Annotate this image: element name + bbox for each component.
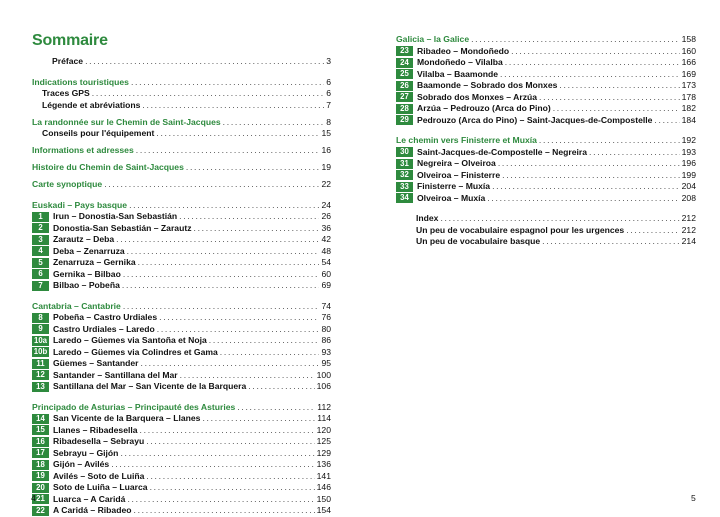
entry-page-number: 178: [681, 91, 696, 102]
dot-leader: [123, 269, 320, 281]
stage-number-badge: 23: [396, 46, 413, 56]
stage-entry[interactable]: [32, 459, 331, 471]
stage-entry[interactable]: [32, 223, 331, 235]
entry-title: Soto de Luiña – Luarca: [53, 482, 148, 492]
entry-title: Negreira – Olveiroa: [417, 158, 496, 168]
dot-leader: [127, 246, 320, 258]
stage-entry[interactable]: [32, 234, 331, 246]
dot-leader: [150, 482, 315, 494]
section-heading-entry[interactable]: [396, 34, 696, 46]
dot-leader: [505, 57, 680, 69]
group-spacer: [396, 204, 696, 213]
stage-number-badge: 28: [396, 104, 413, 114]
entry-page-number: 208: [681, 192, 696, 203]
toc-entry[interactable]: [32, 100, 331, 112]
stage-number-badge: 13: [32, 382, 49, 392]
dot-leader: [123, 301, 320, 313]
stage-number-badge: 17: [32, 448, 49, 458]
section-heading-entry[interactable]: [396, 135, 696, 147]
entry-title: Histoire du Chemin de Saint-Jacques: [32, 162, 184, 172]
entry-title: Laredo – Güemes via Colindres et Gama: [53, 346, 218, 357]
entry-page-number: 136: [316, 459, 331, 469]
right-page: [360, 0, 720, 512]
entry-page-number: 76: [321, 312, 331, 322]
entry-title: La randonnée sur le Chemin de Saint-Jacques: [32, 116, 221, 127]
stage-entry[interactable]: [32, 257, 331, 269]
dot-leader: [138, 257, 320, 269]
entry-title: Sobrado dos Monxes – Arzúa: [417, 91, 538, 102]
entry-page-number: 150: [316, 493, 331, 504]
stage-number-badge: 34: [396, 193, 413, 203]
section-heading-entry[interactable]: [32, 402, 331, 414]
entry-page-number: 19: [321, 162, 331, 172]
entry-title: Un peu de vocabulaire basque: [416, 236, 541, 246]
entry-title: Baamonde – Sobrado dos Monxes: [417, 80, 558, 90]
entry-title: Le chemin vers Finisterre et Muxía: [396, 135, 537, 145]
dot-leader: [92, 88, 324, 100]
stage-entry[interactable]: [396, 80, 696, 92]
entry-title: Olveiroa – Muxía: [417, 192, 486, 203]
stage-entry[interactable]: [396, 170, 696, 182]
entry-title: Pobeña – Castro Urdiales: [53, 312, 158, 322]
toc-entry[interactable]: [32, 56, 331, 68]
dot-leader: [127, 494, 314, 506]
stage-entry[interactable]: [32, 358, 331, 370]
entry-title: Carte synoptique: [32, 179, 103, 189]
entry-page-number: 114: [317, 413, 331, 423]
stage-number-badge: 31: [396, 159, 413, 169]
stage-number-badge: 27: [396, 92, 413, 102]
section-heading-entry[interactable]: [32, 145, 331, 157]
stage-number-badge: 30: [396, 147, 413, 157]
stage-entry[interactable]: [32, 246, 331, 258]
dot-leader: [502, 170, 680, 182]
stage-entry[interactable]: [32, 413, 331, 425]
entry-page-number: 74: [321, 300, 331, 311]
entry-title: Gijón – Avilés: [53, 459, 110, 469]
entry-page-number: 129: [316, 447, 331, 458]
group-spacer: [396, 126, 696, 135]
stage-number-badge: 18: [32, 460, 49, 470]
stage-entry[interactable]: [396, 115, 696, 127]
entry-title: Olveiroa – Finisterre: [417, 169, 501, 180]
entry-title: Conseils pour l'équipement: [42, 128, 155, 138]
stage-number-badge: 21: [32, 494, 49, 504]
toc-entry[interactable]: [396, 225, 696, 237]
stage-entry[interactable]: [396, 181, 696, 193]
dot-leader: [542, 236, 679, 248]
dot-leader: [116, 234, 319, 246]
entry-page-number: 169: [681, 68, 696, 79]
entry-title: Avilés – Soto de Luiña: [53, 470, 145, 481]
dot-leader: [120, 448, 314, 460]
dot-leader: [159, 312, 319, 324]
dot-leader: [129, 200, 319, 212]
dot-leader: [157, 324, 320, 336]
dot-leader: [487, 193, 679, 205]
entry-page-number: 100: [316, 369, 331, 380]
dot-leader: [440, 213, 679, 225]
stage-number-badge: 22: [32, 506, 49, 516]
stage-number-badge: 4: [32, 246, 49, 256]
entry-title: Arzúa – Pedrouzo (Arca do Pino): [417, 103, 551, 113]
stage-number-badge: 6: [32, 269, 49, 279]
entry-title: Indications touristiques: [32, 76, 129, 87]
dot-leader: [589, 147, 680, 159]
dot-leader: [131, 77, 324, 89]
entry-page-number: 24: [321, 199, 331, 210]
dot-leader: [186, 162, 320, 174]
entry-page-number: 7: [326, 99, 331, 110]
page-number-left: 4: [31, 493, 36, 503]
stage-number-badge: 5: [32, 258, 49, 268]
stage-number-badge: 24: [396, 58, 413, 68]
dot-leader: [202, 413, 315, 425]
stage-number-badge: 19: [32, 471, 49, 481]
stage-entry[interactable]: [32, 370, 331, 382]
dot-leader: [248, 381, 314, 393]
entry-title: Donostia-San Sebastián – Zarautz: [53, 222, 192, 233]
dot-leader: [194, 223, 320, 235]
stage-entry[interactable]: [32, 335, 331, 347]
stage-entry[interactable]: [32, 482, 331, 494]
entry-page-number: 154: [316, 505, 331, 515]
entry-title: Deba – Zenarruza: [53, 245, 125, 256]
dot-leader: [511, 46, 680, 58]
stage-entry[interactable]: [396, 103, 696, 115]
entry-title: Un peu de vocabulaire espagnol pour les urgences: [416, 224, 625, 235]
entry-title: Sebrayu – Gijón: [53, 447, 119, 458]
entry-page-number: 69: [321, 280, 331, 290]
dot-leader: [136, 145, 320, 157]
stage-number-badge: 14: [32, 414, 49, 424]
dot-leader: [492, 181, 680, 193]
dot-leader: [180, 370, 315, 382]
entry-page-number: 36: [321, 222, 331, 233]
stage-entry[interactable]: [32, 324, 331, 336]
stage-number-badge: 25: [396, 69, 413, 79]
stage-number-badge: 15: [32, 425, 49, 435]
entry-page-number: 182: [681, 103, 696, 113]
entry-page-number: 214: [681, 236, 696, 246]
entry-page-number: 95: [321, 358, 331, 368]
section-heading-entry[interactable]: [32, 301, 331, 313]
entry-title: Préface: [52, 56, 84, 66]
dot-leader: [146, 436, 314, 448]
entry-title: Santillana del Mar – San Vicente de la Barquera: [53, 381, 247, 391]
stage-number-badge: 32: [396, 170, 413, 180]
stage-entry[interactable]: [32, 425, 331, 437]
entry-title: Llanes – Ribadesella: [53, 424, 138, 435]
stage-entry[interactable]: [396, 69, 696, 81]
entry-title: A Caridá – Ribadeo: [53, 505, 132, 515]
entry-page-number: 22: [321, 179, 331, 189]
stage-number-badge: 8: [32, 313, 49, 323]
stage-entry[interactable]: [32, 505, 331, 517]
entry-title: Ribadeo – Mondoñedo: [417, 45, 510, 56]
dot-leader: [559, 80, 679, 92]
dot-leader: [209, 335, 320, 347]
stage-entry[interactable]: [32, 312, 331, 324]
dot-leader: [500, 69, 680, 81]
stage-number-badge: 16: [32, 437, 49, 447]
entry-title: Vilalba – Baamonde: [417, 68, 499, 79]
dot-leader: [111, 459, 314, 471]
stage-entry[interactable]: [396, 46, 696, 58]
stage-entry[interactable]: [396, 57, 696, 69]
entry-title: Ribadesella – Sebrayu: [53, 436, 145, 446]
dot-leader: [156, 128, 319, 140]
stage-number-badge: 2: [32, 223, 49, 233]
stage-entry[interactable]: [32, 347, 331, 359]
group-spacer: [32, 191, 331, 200]
entry-page-number: 160: [681, 45, 696, 56]
entry-title: San Vicente de la Barquera – Llanes: [53, 413, 201, 423]
dot-leader: [85, 56, 324, 68]
entry-page-number: 204: [681, 181, 696, 191]
entry-page-number: 120: [316, 424, 331, 435]
entry-page-number: 196: [681, 158, 696, 168]
dot-leader: [539, 92, 680, 104]
stage-number-badge: 12: [32, 370, 49, 380]
dot-leader: [498, 158, 680, 170]
dot-leader: [179, 211, 319, 223]
stage-number-badge: 20: [32, 483, 49, 493]
stage-number-badge: 11: [32, 359, 49, 369]
entry-page-number: 212: [681, 213, 696, 223]
toc-entry[interactable]: [32, 128, 331, 140]
section-heading-entry[interactable]: [32, 117, 331, 129]
entry-title: Santander – Santillana del Mar: [53, 369, 178, 380]
entry-page-number: 93: [321, 346, 331, 357]
toc-left: [32, 56, 331, 517]
entry-page-number: 173: [681, 80, 696, 90]
entry-title: Mondoñedo – Vilalba: [417, 57, 503, 67]
section-heading-entry[interactable]: [32, 77, 331, 89]
entry-page-number: 106: [316, 381, 331, 391]
entry-page-number: 3: [326, 56, 331, 66]
stage-number-badge: 1: [32, 212, 49, 222]
entry-title: Pedrouzo (Arca do Pino) – Saint-Jacques-de-Compostelle: [417, 114, 653, 125]
entry-title: Informations et adresses: [32, 145, 134, 155]
stage-number-badge: 7: [32, 281, 49, 291]
group-spacer: [32, 393, 331, 402]
entry-title: Cantabria – Cantabrie: [32, 300, 121, 311]
stage-entry[interactable]: [396, 193, 696, 205]
entry-page-number: 184: [681, 114, 696, 125]
entry-title: Traces GPS: [42, 88, 90, 98]
stage-number-badge: 3: [32, 235, 49, 245]
stage-entry[interactable]: [32, 436, 331, 448]
dot-leader: [104, 179, 319, 191]
entry-title: Gernika – Bilbao: [53, 268, 121, 279]
entry-title: Bilbao – Pobeña: [53, 280, 120, 290]
entry-page-number: 199: [681, 169, 696, 180]
entry-title: Luarca – A Caridá: [53, 493, 126, 504]
entry-title: Galicia – la Galice: [396, 34, 470, 44]
entry-title: Euskadi – Pays basque: [32, 199, 128, 210]
entry-page-number: 80: [321, 323, 331, 334]
dot-leader: [133, 505, 314, 517]
dot-leader: [223, 117, 325, 129]
page-title: Sommaire: [32, 32, 108, 49]
stage-entry[interactable]: [396, 158, 696, 170]
entry-page-number: 54: [321, 257, 331, 267]
stage-entry[interactable]: [32, 211, 331, 223]
toc-right: [396, 34, 696, 248]
section-heading-entry[interactable]: [32, 179, 331, 191]
entry-page-number: 26: [321, 211, 331, 221]
entry-page-number: 212: [681, 224, 696, 235]
entry-title: Saint-Jacques-de-Compostelle – Negreira: [417, 146, 588, 157]
entry-page-number: 6: [326, 88, 331, 98]
stage-number-badge: 33: [396, 182, 413, 192]
entry-page-number: 112: [317, 401, 331, 412]
dot-leader: [471, 34, 680, 46]
entry-title: Zarautz – Deba: [53, 234, 115, 244]
toc-entry[interactable]: [32, 88, 331, 100]
entry-page-number: 166: [681, 57, 696, 67]
stage-entry[interactable]: [32, 280, 331, 292]
group-spacer: [32, 292, 331, 301]
dot-leader: [141, 358, 320, 370]
entry-page-number: 42: [321, 234, 331, 244]
stage-entry[interactable]: [396, 147, 696, 159]
toc-entry[interactable]: [396, 213, 696, 225]
dot-leader: [539, 135, 680, 147]
entry-page-number: 6: [326, 76, 331, 87]
entry-page-number: 146: [316, 482, 331, 492]
entry-page-number: 16: [321, 145, 331, 155]
entry-title: Irun – Donostia-San Sebastián: [53, 211, 178, 221]
left-page: [0, 0, 360, 515]
entry-title: Güemes – Santander: [53, 358, 139, 368]
stage-entry[interactable]: [32, 269, 331, 281]
group-spacer: [32, 68, 331, 77]
entry-page-number: 48: [321, 245, 331, 256]
dot-leader: [146, 471, 314, 483]
stage-number-badge: 26: [396, 81, 413, 91]
stage-entry[interactable]: [396, 92, 696, 104]
entry-page-number: 15: [321, 128, 331, 138]
stage-entry[interactable]: [32, 381, 331, 393]
dot-leader: [626, 225, 679, 237]
entry-page-number: 192: [681, 135, 696, 145]
entry-title: Principado de Asturias – Principauté des Asturies: [32, 401, 236, 412]
entry-page-number: 141: [316, 470, 331, 481]
dot-leader: [237, 402, 315, 414]
dot-leader: [142, 100, 324, 112]
entry-title: Laredo – Güemes via Santoña et Noja: [53, 335, 207, 345]
stage-number-badge: 10a: [33, 335, 47, 345]
entry-page-number: 158: [681, 34, 696, 44]
stage-number-badge: 9: [32, 324, 49, 334]
section-heading-entry[interactable]: [32, 162, 331, 174]
entry-page-number: 86: [321, 335, 331, 345]
entry-page-number: 8: [326, 116, 331, 127]
entry-title: Index: [416, 213, 439, 223]
entry-page-number: 60: [321, 268, 331, 279]
page-number-right: 5: [691, 493, 696, 503]
section-heading-entry[interactable]: [32, 200, 331, 212]
dot-leader: [122, 280, 320, 292]
stage-number-badge: 10b: [33, 347, 48, 357]
stage-entry[interactable]: [32, 494, 331, 506]
stage-entry[interactable]: [32, 471, 331, 483]
dot-leader: [553, 103, 680, 115]
stage-number-badge: 29: [396, 115, 413, 125]
entry-page-number: 193: [681, 146, 696, 157]
dot-leader: [140, 425, 315, 437]
dot-leader: [220, 347, 320, 359]
entry-title: Zenarruza – Gernika: [53, 257, 136, 267]
toc-entry[interactable]: [396, 236, 696, 248]
stage-entry[interactable]: [32, 448, 331, 460]
entry-title: Légende et abréviations: [42, 99, 141, 110]
entry-page-number: 125: [316, 436, 331, 446]
dot-leader: [654, 115, 679, 127]
entry-title: Castro Urdiales – Laredo: [53, 323, 155, 334]
entry-title: Finisterre – Muxía: [417, 181, 491, 191]
